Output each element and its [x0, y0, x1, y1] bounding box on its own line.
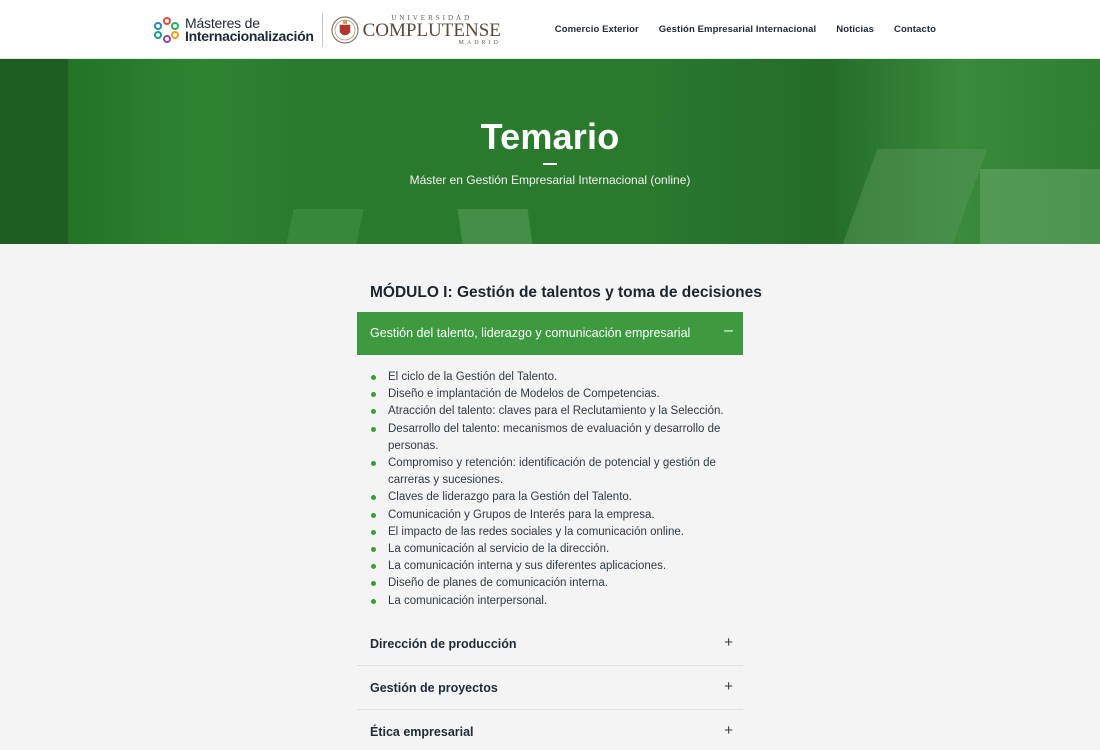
- list-item-text: La comunicación interna y sus diferentes aplicaciones.: [388, 560, 667, 573]
- expand-icon[interactable]: +: [724, 678, 733, 695]
- site-header: [0, 0, 1100, 59]
- main-nav: [555, 24, 936, 35]
- accordion-label: Gestión del talento, liderazgo y comunicación empresarial: [370, 326, 691, 340]
- logo-line-2: Internacionalización: [185, 28, 314, 44]
- collapse-icon[interactable]: –: [724, 322, 733, 339]
- list-item: [370, 575, 730, 592]
- bullet-icon: [371, 461, 376, 466]
- bullet-icon: [371, 513, 376, 518]
- list-item-text: Compromiso y retención: identificación de potencial y gestión de carreras y sucesiones.: [388, 457, 716, 487]
- list-item-text: La comunicación interpersonal.: [388, 594, 548, 607]
- accordion-header-open[interactable]: [357, 312, 743, 355]
- masteres-logo-icon: [154, 17, 180, 43]
- accordion-item-etica-empresarial[interactable]: [357, 710, 743, 750]
- nav-comercio-exterior[interactable]: Comercio Exterior: [554, 24, 639, 35]
- expand-icon[interactable]: +: [724, 722, 733, 739]
- list-item-text: Diseño e implantación de Modelos de Competencias.: [388, 388, 660, 401]
- bullet-icon: [371, 530, 376, 535]
- bullet-icon: [371, 427, 376, 432]
- bullet-icon: [371, 392, 376, 397]
- nav-noticias[interactable]: Noticias: [836, 24, 875, 35]
- bullet-icon: [371, 375, 376, 380]
- hero-banner: [0, 59, 1100, 244]
- accordion-label: Gestión de proyectos: [370, 681, 498, 695]
- list-item-text: Claves de liderazgo para la Gestión del Talento.: [388, 491, 632, 504]
- list-item: [370, 421, 730, 455]
- list-item: [370, 455, 730, 489]
- page-title: Temario: [480, 116, 620, 157]
- accordion-item-direccion-produccion[interactable]: [357, 622, 743, 666]
- list-item: [370, 369, 730, 386]
- list-item: [370, 386, 730, 403]
- list-item: [370, 541, 730, 558]
- bullet-icon: [371, 495, 376, 500]
- logo-line-1: Másteres de: [185, 15, 260, 31]
- accordion-label: Dirección de producción: [370, 637, 517, 651]
- bullet-icon: [371, 547, 376, 552]
- logo-divider: [322, 13, 323, 47]
- ucm-middle: COMPLUTENSE: [362, 20, 501, 41]
- ucm-wordmark: [363, 14, 501, 46]
- list-item-text: La comunicación al servicio de la dirección.: [388, 543, 610, 556]
- page-subtitle: Máster en Gestión Empresarial Internacional (online): [409, 173, 691, 187]
- topic-list: [370, 369, 730, 610]
- hero-photo-overlay: [458, 209, 533, 244]
- list-item: [370, 524, 730, 541]
- nav-contacto[interactable]: Contacto: [894, 24, 936, 35]
- bullet-icon: [371, 409, 376, 414]
- list-item: [370, 558, 730, 575]
- hero-photo-overlay: [286, 209, 363, 244]
- ucm-crest-icon: [331, 14, 359, 46]
- logo-wordmark: [185, 17, 314, 43]
- accordion-label: Ética empresarial: [370, 725, 474, 739]
- list-item: [370, 489, 730, 506]
- title-divider: [543, 163, 557, 165]
- bullet-icon: [371, 581, 376, 586]
- module-title: MÓDULO I: Gestión de talentos y toma de decisiones: [370, 284, 762, 301]
- nav-gestion-empresarial[interactable]: Gestión Empresarial Internacional: [658, 24, 817, 35]
- bullet-icon: [371, 599, 376, 604]
- list-item-text: Desarrollo del talento: mecanismos de evaluación y desarrollo de personas.: [388, 422, 721, 452]
- list-item: [370, 507, 730, 524]
- expand-icon[interactable]: +: [724, 634, 733, 651]
- list-item-text: El ciclo de la Gestión del Talento.: [388, 371, 558, 383]
- ucm-bottom: MADRID: [458, 40, 501, 46]
- site-logo[interactable]: [154, 12, 501, 48]
- list-item: [370, 403, 730, 420]
- list-item-text: Atracción del talento: claves para el Reclutamiento y la Selección.: [388, 405, 724, 418]
- list-item-text: Comunicación y Grupos de Interés para la empresa.: [388, 508, 655, 521]
- list-item-text: El impacto de las redes sociales y la comunicación online.: [388, 525, 684, 538]
- list-item-text: Diseño de planes de comunicación interna.: [388, 577, 608, 590]
- ucm-top: UNIVERSIDAD: [391, 14, 473, 22]
- bullet-icon: [371, 564, 376, 569]
- accordion-item-gestion-proyectos[interactable]: [357, 666, 743, 710]
- list-item: [370, 593, 730, 610]
